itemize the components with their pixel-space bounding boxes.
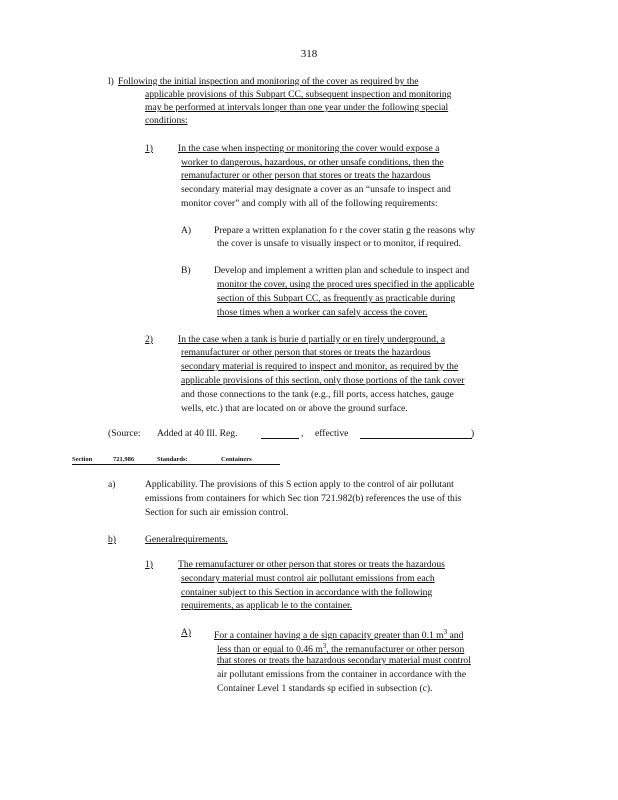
section-topic: Containers (221, 456, 252, 463)
item-l2-line-1: In the case when a tank is burie d partially or en tirely underground, a (178, 334, 446, 345)
source-added: Added at 40 Ill. Reg. (157, 428, 238, 439)
item-l2-label: 2) (145, 334, 153, 345)
para-a-line-1: Applicability. The provisions of this S ection apply to the control of air pollutant (145, 479, 454, 490)
item-l1-line-1: In the case when inspecting or monitoring the cover would expose a (178, 143, 440, 154)
item-l2-line-5: and those connections to the tank (e.g., fill ports, access hatches, gauge (181, 389, 454, 400)
para-l-line-1: Following the initial inspection and monitoring of the cover as required by the (118, 76, 419, 87)
section-label: Section (72, 456, 93, 463)
item-l1-b-label: B) (181, 265, 191, 276)
item-b1-line-3: container subject to this Section in accordance with the following (181, 587, 433, 598)
para-a-line-3: Section for such air emission control. (145, 507, 289, 518)
para-l-line-3: may be performed at intervals longer than one year under the following special (145, 102, 449, 113)
source-reg-blank (261, 438, 299, 439)
item-l1-b-line-4: those times when a worker can safely access the cover. (217, 307, 428, 318)
para-a-line-2: emissions from containers for which Sec tion 721.982(b) references the use of this (145, 493, 462, 504)
source-effective: effective (315, 428, 349, 439)
item-l1-a-line-1: Prepare a written explanation fo r the cover statin g the reasons why (214, 225, 476, 236)
item-b1-a-line-1-end: and (447, 630, 464, 642)
item-b1-a-line-2-text: less than or equal to 0.46 m (217, 644, 323, 656)
source-close: ) (471, 428, 475, 439)
para-l-line-4: conditions: (145, 115, 188, 126)
item-l2-line-6: wells, etc.) that are located on or above the ground surface. (181, 403, 408, 414)
item-l1-a-line-2: the cover is unsafe to visually inspect or to monitor, if required. (217, 238, 461, 249)
item-l2-line-3: secondary material is required to inspect and monitor, as required by the (181, 361, 459, 372)
item-l1-a-label: A) (181, 225, 192, 236)
item-b1-line-1: The remanufacturer or other person that stores or treats the hazardous (178, 559, 445, 570)
para-l-label: l) (108, 76, 114, 87)
item-l1-line-4: secondary material may designate a cover as an “unsafe to inspect and (181, 184, 451, 195)
superscript-3: 3 (322, 642, 327, 650)
para-b-heading: Generalrequirements. (145, 534, 228, 545)
item-l1-line-3: remanufacturer or other person that stores or treats the hazardous (181, 170, 431, 181)
item-b1-a-line-3: that stores or treats the hazardous secondary material must control (217, 655, 471, 666)
para-b-label: b) (108, 534, 116, 545)
item-b1-a-line-2-end: , the remanufacturer or other person (326, 644, 465, 656)
item-l1-b-line-3: section of this Subpart CC, as frequently as practicable during (217, 293, 456, 304)
item-b1-line-4: requirements, as applicab le to the container. (181, 600, 353, 611)
item-l1-b-line-2: monitor the cover, using the proced ures specified in the applicable (217, 279, 475, 290)
section-heading-rule (72, 464, 280, 465)
item-b1-label: 1) (145, 559, 153, 570)
superscript-3: 3 (443, 628, 448, 636)
page-number: 318 (300, 48, 318, 60)
item-l2-line-4: applicable provisions of this section, only those portions of the tank cover (181, 375, 465, 386)
item-l1-line-5: monitor cover” and comply with all of the following requirements: (181, 198, 438, 209)
para-a-label: a) (108, 479, 116, 490)
item-b1-a-line-4: air pollutant emissions from the container in accordance with the (217, 669, 467, 680)
item-l1-b-line-1: Develop and implement a written plan and schedule to inspect and (214, 265, 470, 276)
item-b1-a-line-5: Container Level 1 standards sp ecified in subsection (c). (217, 683, 433, 694)
section-standards: Standards: (157, 456, 188, 463)
para-l-line-2: applicable provisions of this Subpart CC, subsequent inspection and monitoring (145, 89, 452, 100)
item-b1-a-line-1-text: For a container having a de sign capacity greater than 0.1 m (214, 630, 444, 642)
item-l2-line-2: remanufacturer or other person that stores or treats the hazardous (181, 347, 431, 358)
source-open: (Source: (108, 428, 141, 439)
section-number: 721.986 (113, 456, 135, 463)
item-b1-line-2: secondary material must control air pollutant emissions from each (181, 573, 435, 584)
item-l1-line-2: worker to dangerous, hazardous, or other unsafe conditions, then the (181, 157, 444, 168)
item-l1-label: 1) (145, 143, 153, 154)
source-comma: , (301, 428, 304, 439)
item-b1-a-label: A) (181, 627, 192, 638)
source-effective-blank (360, 438, 472, 439)
